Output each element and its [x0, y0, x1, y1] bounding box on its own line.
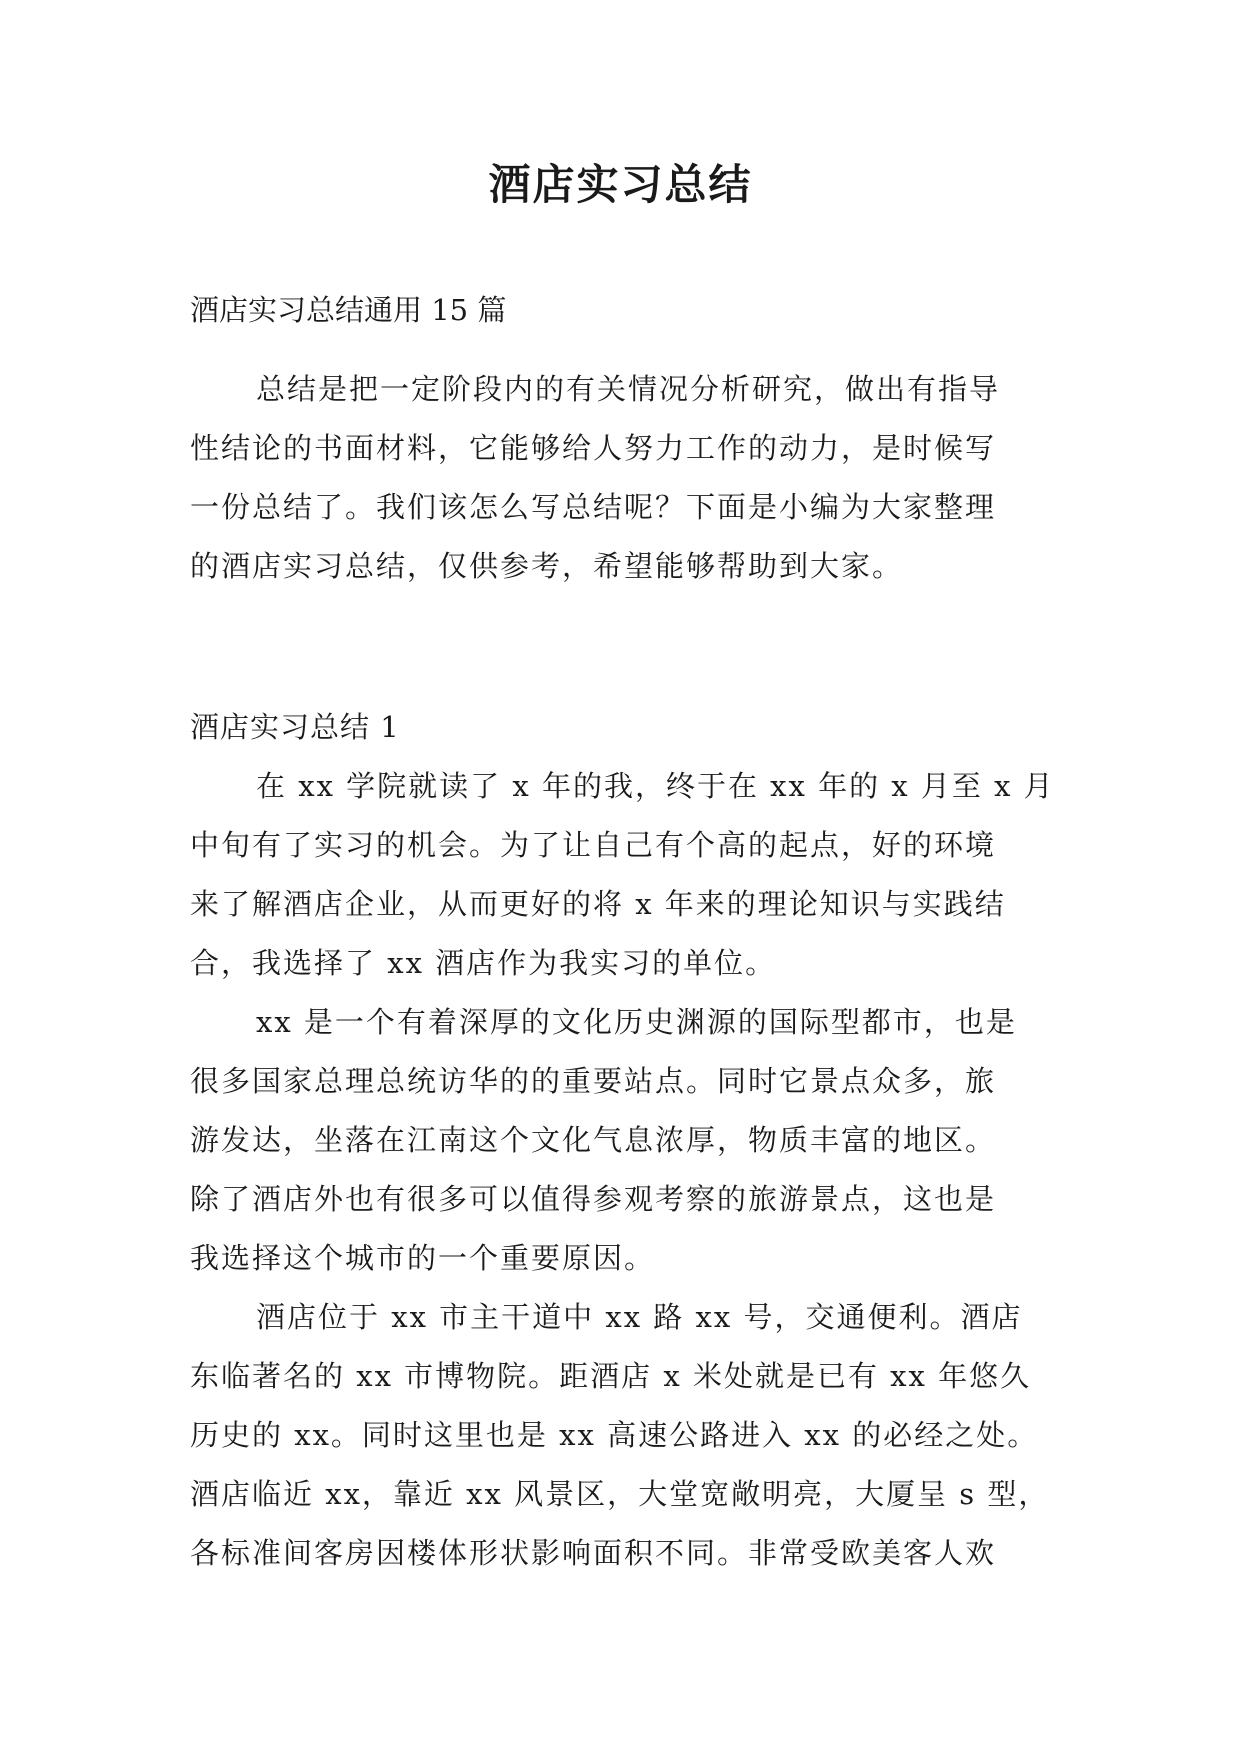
text-line: 各标准间客房因楼体形状影响面积不同。非常受欧美客人欢 [190, 1536, 997, 1570]
section-1-heading: 酒店实习总结 1 [190, 710, 400, 744]
text-line: 总结是把一定阶段内的有关情况分析研究，做出有指导 [256, 372, 1001, 406]
text-line: 酒店位于 xx 市主干道中 xx 路 xx 号，交通便利。酒店 [256, 1300, 1023, 1334]
text-line: 性结论的书面材料，它能够给人努力工作的动力，是时候写 [190, 431, 997, 465]
text-line: 的酒店实习总结，仅供参考，希望能够帮助到大家。 [190, 549, 904, 583]
text-line: 一份总结了。我们该怎么写总结呢？下面是小编为大家整理 [190, 490, 997, 524]
text-line: 东临著名的 xx 市博物院。距酒店 x 米处就是已有 xx 年悠久 [190, 1359, 1032, 1393]
text-line: 中旬有了实习的机会。为了让自己有个高的起点，好的环境 [190, 828, 997, 862]
text-line: 历史的 xx。同时这里也是 xx 高速公路进入 xx 的必经之处。 [190, 1418, 1039, 1452]
text-line: 除了酒店外也有很多可以值得参观考察的旅游景点，这也是 [190, 1182, 997, 1216]
document-subtitle: 酒店实习总结通用 15 篇 [190, 293, 507, 327]
section-heading [190, 698, 1060, 757]
text-line: 来了解酒店企业，从而更好的将 x 年来的理论知识与实践结 [190, 887, 1006, 921]
text-line: xx 是一个有着深厚的文化历史渊源的国际型都市，也是 [256, 1005, 1017, 1039]
intro-paragraph [190, 360, 1060, 596]
section-1-body [190, 757, 1060, 1583]
text-line: 酒店临近 xx，靠近 xx 风景区，大堂宽敞明亮，大厦呈 s 型， [190, 1477, 1050, 1511]
text-line: 在 xx 学院就读了 x 年的我，终于在 xx 年的 x 月至 x 月 [256, 769, 1055, 803]
document-title: 酒店实习总结 [488, 160, 753, 209]
text-line: 我选择这个城市的一个重要原因。 [190, 1241, 656, 1275]
text-line: 游发达，坐落在江南这个文化气息浓厚，物质丰富的地区。 [190, 1123, 997, 1157]
text-line: 合，我选择了 xx 酒店作为我实习的单位。 [190, 946, 777, 980]
text-line: 很多国家总理总统访华的的重要站点。同时它景点众多，旅 [190, 1064, 997, 1098]
